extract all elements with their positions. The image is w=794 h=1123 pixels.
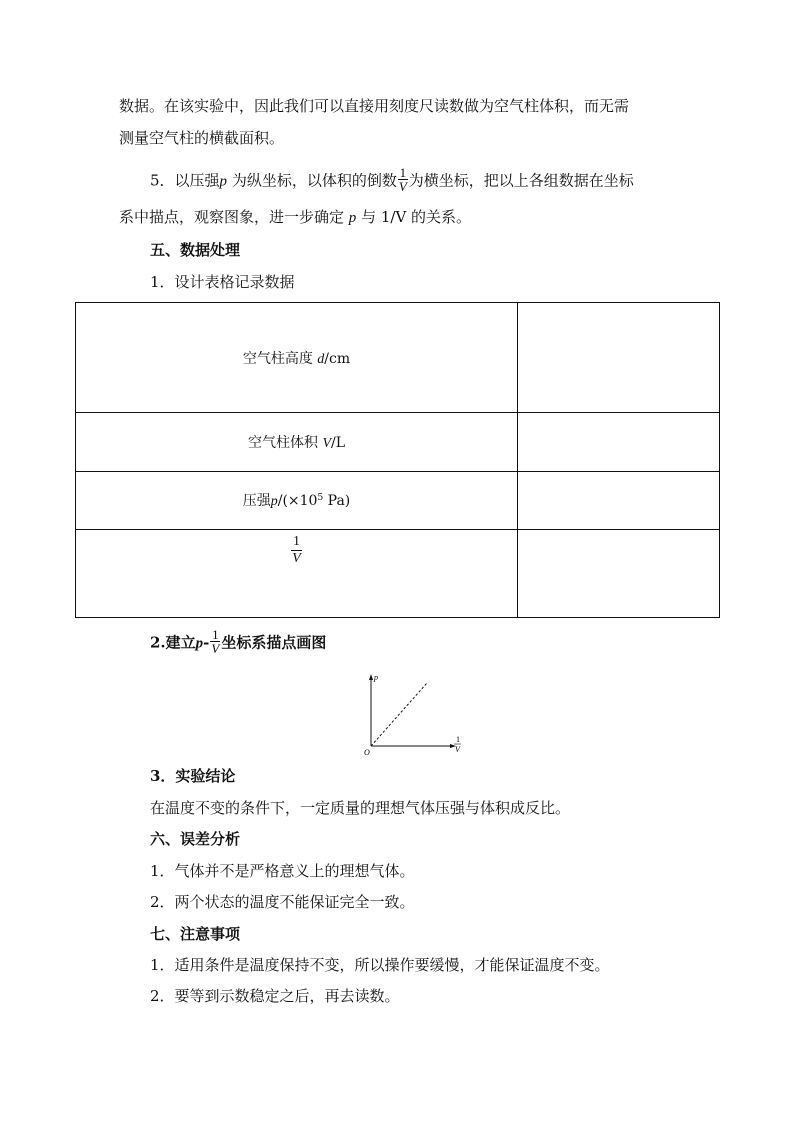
x-axis-label-numerator: 1	[456, 735, 460, 744]
table-cell-label	[76, 529, 518, 617]
origin-label: O	[364, 748, 370, 757]
section-heading-error-analysis: 六、误差分析	[150, 830, 241, 848]
table-cell-empty	[518, 529, 720, 617]
p-inverse-v-graph	[360, 668, 470, 760]
fraction-denominator: V	[292, 550, 301, 566]
fraction-one-over-v	[291, 534, 302, 567]
step-5-text: 为纵坐标，以体积的倒数	[231, 171, 397, 190]
unit: /L	[331, 434, 346, 451]
step-5-line-2	[119, 207, 471, 228]
list-item	[150, 627, 327, 657]
step-5-prefix: 5．以压强	[150, 171, 220, 190]
fraction-numerator: 1	[212, 627, 219, 642]
cell-label: 压强	[242, 493, 271, 510]
fraction-denominator: V	[398, 179, 407, 194]
table-cell-empty	[518, 413, 720, 471]
table-row	[76, 471, 720, 529]
table-row	[76, 303, 720, 413]
section-heading-data-processing: 五、数据处理	[150, 241, 241, 259]
variable-p: p	[219, 173, 228, 190]
fraction-numerator: 1	[399, 165, 407, 180]
step-5-text: 为横坐标，把以上各组数据在坐标	[408, 171, 634, 190]
fraction-one-over-v	[210, 628, 220, 655]
unit: /(×10	[277, 493, 318, 510]
list-item: 2．两个状态的温度不能保证完全一致。	[150, 893, 415, 911]
exponent: 5	[317, 493, 324, 504]
item-prefix: 2.建立	[150, 633, 196, 652]
fraction-numerator: 1	[293, 533, 300, 549]
variable-d: d	[317, 351, 325, 367]
y-axis-label: p	[374, 673, 378, 682]
table-cell-label	[76, 413, 518, 471]
x-axis-label-denominator: V	[455, 745, 460, 754]
unit: /cm	[324, 350, 351, 367]
step-5-line-1	[150, 165, 634, 195]
table-row	[76, 413, 720, 471]
step-5-text: 系中描点，观察图象，进一步确定	[119, 208, 345, 226]
dash: -	[203, 633, 210, 652]
variable-p: p	[348, 210, 357, 226]
list-item: 1．气体并不是严格意义上的理想气体。	[150, 862, 415, 880]
paragraph-line: 测量空气柱的横截面积。	[119, 129, 285, 147]
item-suffix: 坐标系描点画图	[221, 633, 327, 652]
table-cell-empty	[518, 303, 720, 413]
data-record-table	[75, 302, 720, 618]
table-row	[76, 529, 720, 617]
unit: Pa)	[323, 493, 351, 510]
table-cell-label	[76, 471, 518, 529]
table-cell-empty	[518, 471, 720, 529]
y-axis-arrow-icon	[369, 674, 373, 680]
variable-p: p	[195, 635, 204, 652]
paragraph-line: 数据。在该实验中，因此我们可以直接用刻度尺读数做为空气柱体积，而无需	[119, 97, 630, 115]
cell-label: 空气柱体积	[247, 434, 318, 451]
fraction-denominator: V	[211, 641, 220, 656]
table-cell-label	[76, 303, 518, 413]
list-item: 1．适用条件是温度保持不变，所以操作要缓慢，才能保证温度不变。	[150, 956, 610, 974]
step-5-text: 与 1/V 的关系。	[361, 208, 472, 226]
cell-label: 空气柱高度	[242, 350, 313, 367]
fraction-one-over-v	[398, 166, 408, 193]
variable-p: p	[270, 494, 278, 510]
proportional-dashed-line	[371, 683, 427, 746]
conclusion-text: 在温度不变的条件下，一定质量的理想气体压强与体积成反比。	[150, 799, 571, 817]
conclusion-heading: 3．实验结论	[150, 767, 236, 785]
list-item: 1．设计表格记录数据	[150, 273, 295, 291]
variable-v: V	[322, 435, 331, 451]
section-heading-notes: 七、注意事项	[150, 925, 241, 943]
list-item: 2．要等到示数稳定之后，再去读数。	[150, 987, 400, 1005]
